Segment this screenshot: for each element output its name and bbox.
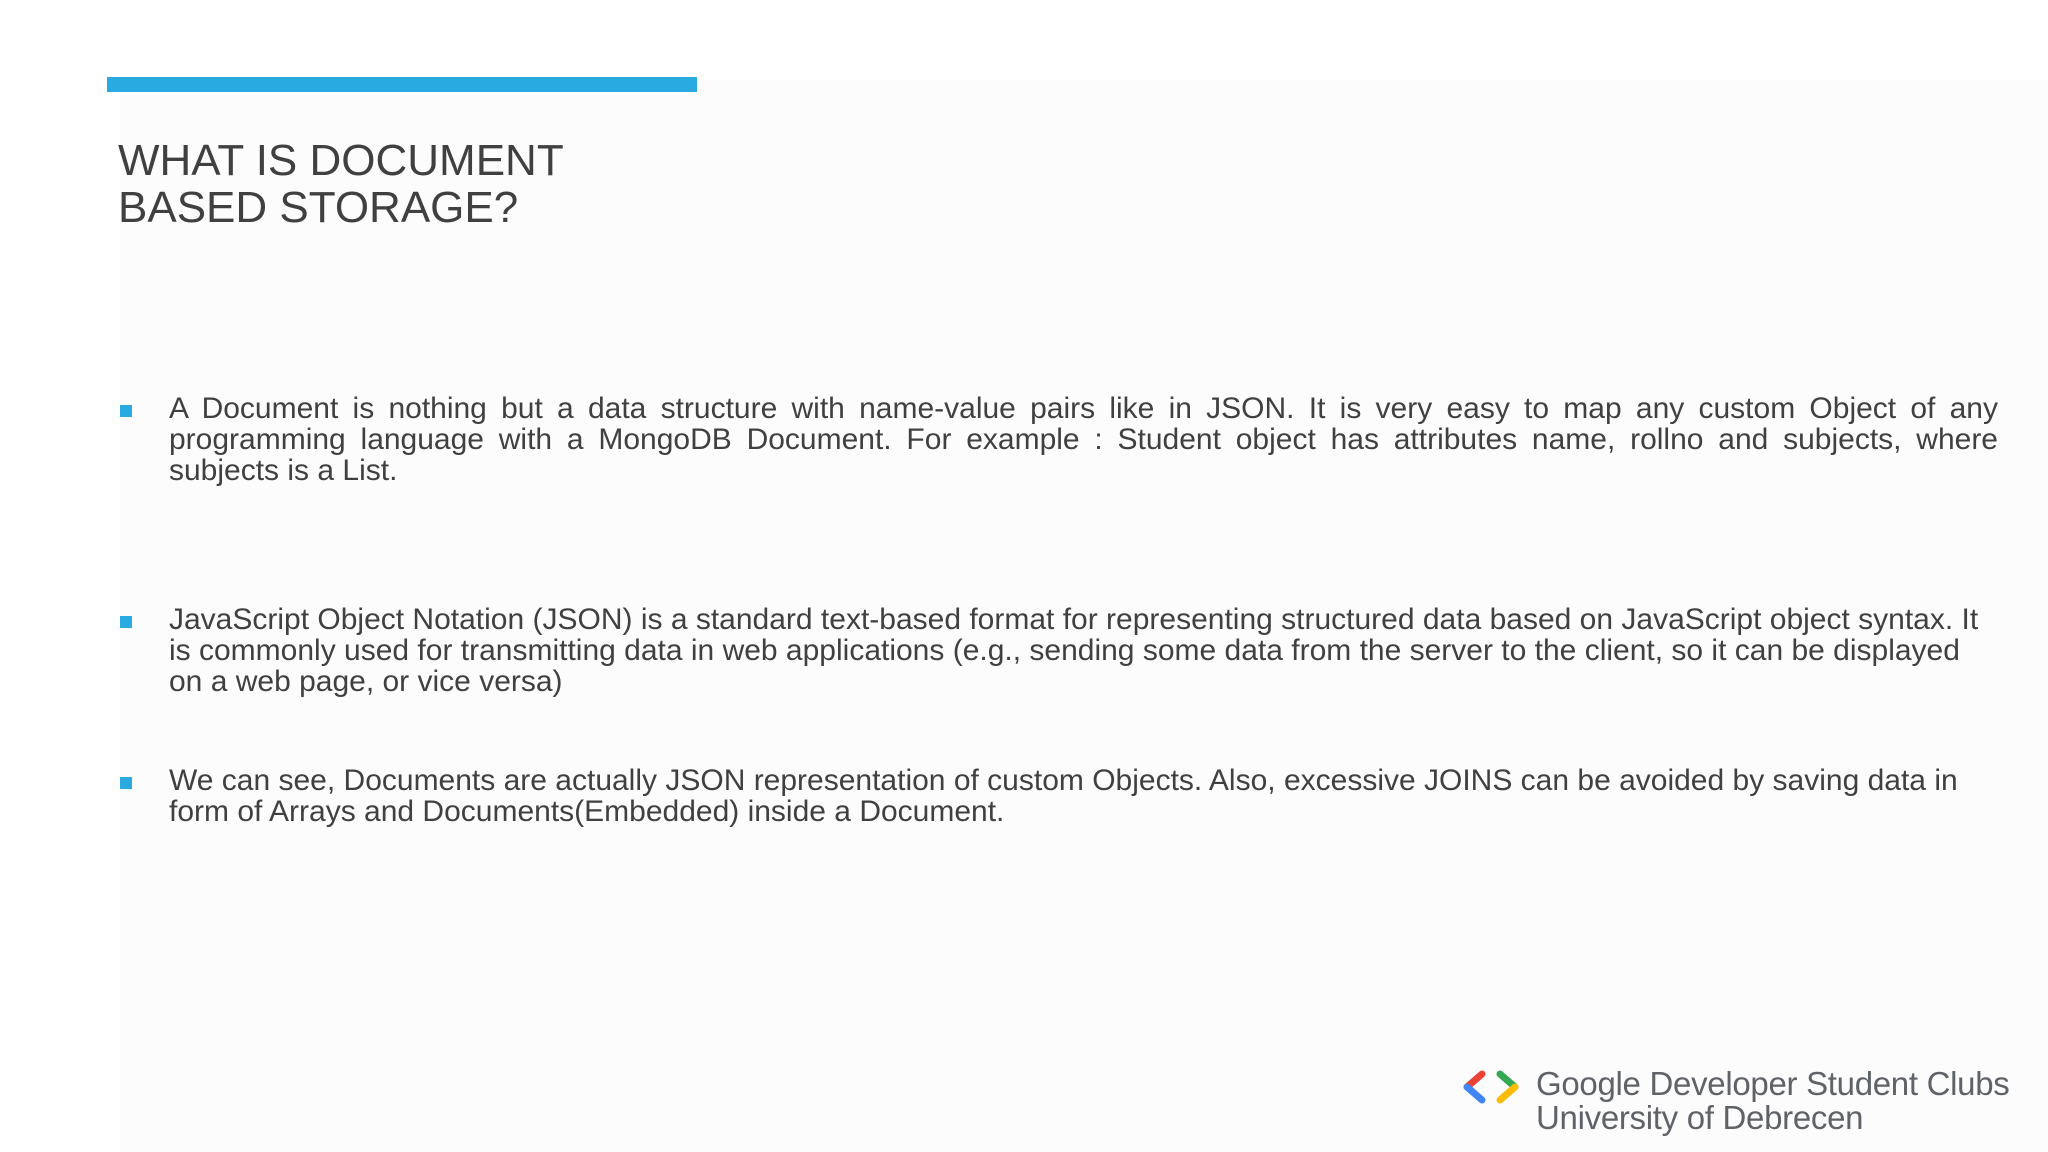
gdsc-logo [1462,1066,2032,1140]
bullet-text: JavaScript Object Notation (JSON) is a standard text-based format for representing structured data based on JavaScript object syntax. It is commonly used for transmitting data in web applications (e.g., sending some data from the server to the client, so it can be displayed on a web page, or vice versa) [169,603,1979,698]
square-bullet-icon [120,405,132,417]
slide-title [118,137,818,231]
square-bullet-icon [120,777,132,789]
slide-title-line-1: WHAT IS DOCUMENT [118,136,564,185]
slide-title-line-2: BASED STORAGE? [118,183,519,232]
title-accent-bar [107,77,697,92]
square-bullet-icon [120,616,132,628]
bullet-text: A Document is nothing but a data structure with name-value pairs like in JSON. It is very easy to map any custom Object of any programming language with a MongoDB Document. For example : Student object has attributes name, rollno and subjects, where subjects is a List. [169,392,1998,487]
gdsc-brackets-icon [1462,1070,1524,1104]
bullet-text: We can see, Documents are actually JSON representation of custom Objects. Also, excessive JOINS can be avoided by saving data in form of Arrays and Documents(Embedded) inside a Document. [169,764,1958,828]
logo-title: Google Developer Student Clubs [1536,1065,2010,1102]
logo-subtitle: University of Debrecen [1536,1099,1864,1136]
